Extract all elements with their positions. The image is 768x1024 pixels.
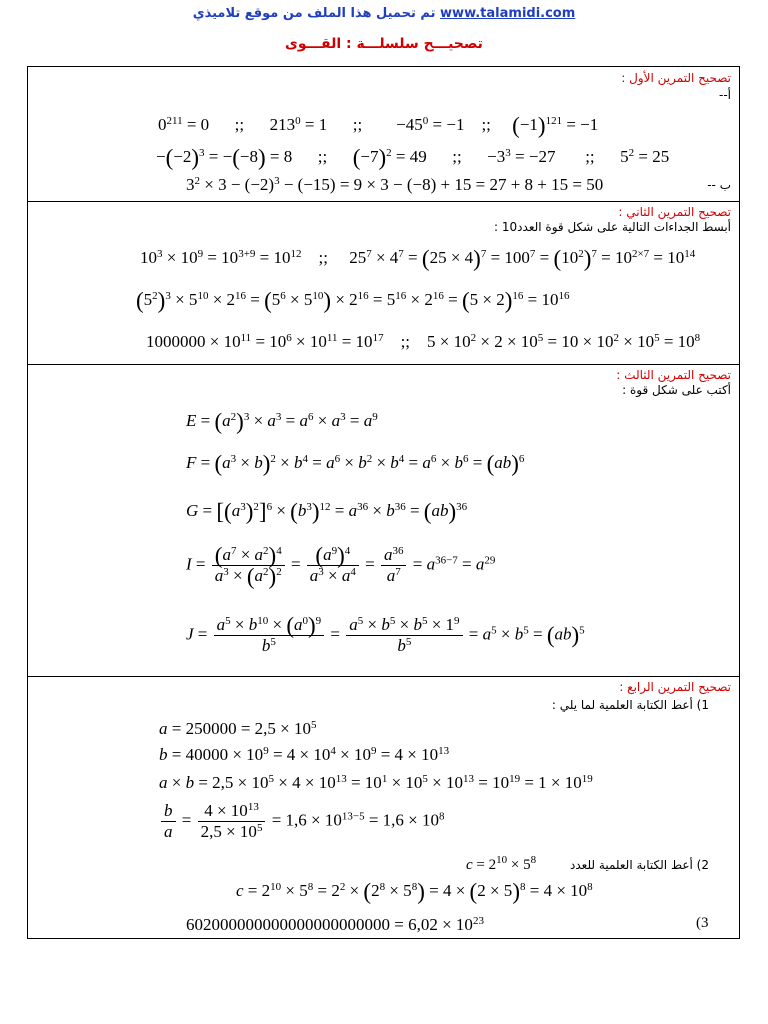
exercise-1-line-2: $-(-2)^3 = -(-8) = 8$ ;; $(-7)^2 = 49$ ;; $-3^3 = -27$ ;; $5^2 = 25$ [156, 145, 670, 170]
site-link[interactable]: www.talamidi.com [440, 6, 576, 21]
exercise-4-section [28, 676, 739, 940]
exercise-1-part-b: ب -- [707, 178, 731, 192]
exercise-3-instruction: أكتب على شكل قوة : [622, 383, 731, 397]
exercise-4-q1 [34, 698, 709, 712]
exercise-4-q2 [34, 854, 709, 873]
exercise-3-E: $E = (a^2)^3 \times a^3 = a^6 \times a^3 = a^9$ [186, 409, 378, 434]
exercise-4-b-over-a: $\frac{b}{a}$ = $\frac{4 \times 10^{13}}{2,5 \times 10^5}$ = $1,6 \times 10^{13-5} = 1,6 \times 10^8$ [159, 801, 445, 842]
exercise-4-q2-number: 2) [696, 858, 709, 872]
exercise-2-title: تصحيح التمرين الثاني : [618, 205, 731, 219]
exercise-3-G: $G = [(a^3)^2]^6 \times (b^3)^{12} = a^{36} \times b^{36} = (ab)^{36}$ [186, 499, 468, 524]
exercise-4-b: $b = 40000 \times 10^9 = 4 \times 10^4 \times 10^9 = 4 \times 10^{13}$ [159, 745, 450, 764]
exercise-2-line-2: $(5^2)^3 \times 5^{10} \times 2^{16} = (5^6 \times 5^{10}) \times 2^{16} = 5^{16} \times 2^{16} = (5 \times 2)^{16} = 10^{16}$ [136, 288, 570, 313]
page-header-site [0, 6, 768, 21]
exercise-1-part-a: أ-- [719, 88, 731, 102]
exercise-3-J: J = $\frac{a^5 \times b^{10} \times (a^0)^9}{b^5}$ = $\frac{a^5 \times b^5 \times b^5 \times 1^9}{b^5}$ = $a^5 \times b^5 = (ab)^5$ [186, 613, 585, 655]
exercise-2-instruction: أبسط الجداءات التالية على شكل قوة العدد10 : [494, 220, 731, 234]
exercise-3-I: I = $\frac{(a^7 \times a^2)^4}{a^3 \times (a^2)^2}$ = $\frac{(a^9)^4}{a^3 \times a^4}$ = $\frac{a^{36}}{a^7}$ = $a^{36-7} = a^{29}$ [186, 543, 496, 589]
exercise-1-title: تصحيح التمرين الأول : [621, 71, 731, 85]
exercise-4-c-def: $c = 2^{10} \times 5^8$ [466, 854, 537, 873]
exercise-4-title: تصحيح التمرين الرابع : [619, 680, 731, 694]
exercise-2-line-1: $10^3 \times 10^9 = 10^{3+9} = 10^{12}$ ;; $25^7 \times 4^7 = (25 \times 4)^7 = 100^7 = (10^2)^7 = 10^{2\times 7} = 10^{14}$ [140, 246, 696, 271]
exercise-4-ab: $a \times b = 2,5 \times 10^5 \times 4 \times 10^{13} = 10^1 \times 10^5 \times 10^{13} = 10^{19} = 1 \times 10^{19}$ [159, 773, 593, 792]
exercise-1-section [28, 67, 739, 201]
exercise-1-line-1: $0^{211} = 0$ ;; $213^0 = 1$ ;; $-45^0 = -1$ ;; $(-1)^{121} = -1$ [158, 113, 599, 138]
exercise-2-line-3: $1000000 \times 10^{11} = 10^6 \times 10^{11} = 10^{17}$ ;; $5 \times 10^2 \times 2 \times 10^5 = 10 \times 10^2 \times 10^5 = 10^8$ [146, 332, 701, 351]
exercise-4-q3-expression: $602000000000000000000000 = 6,02 \times 10^{23}$ [186, 915, 484, 934]
exercise-3-section [28, 364, 739, 676]
page-subtitle: تصحيـــح سلسلـــة : القـــوى [285, 36, 483, 52]
exercise-2-section [28, 201, 739, 364]
exercise-4-q1-text: أعط الكتابة العلمية لما يلي : [551, 698, 693, 712]
exercise-3-title: تصحيح التمرين الثالث : [616, 368, 731, 382]
exercise-4-q2-text: أعط الكتابة العلمية للعدد [570, 858, 693, 872]
exercise-4-a: $a = 250000 = 2,5 \times 10^5$ [159, 719, 317, 738]
site-note: تم تحميل هذا الملف من موقع تلاميذي [192, 6, 436, 21]
exercise-1-line-3: $3^2 \times 3 - (-2)^3 - (-15) = 9 \times 3 - (-8) + 15 = 27 + 8 + 15 = 50$ [186, 175, 604, 194]
exercise-frame [27, 66, 740, 939]
exercise-4-q3-number: (3 [696, 915, 709, 931]
exercise-3-F: $F = (a^3 \times b)^2 \times b^4 = a^6 \times b^2 \times b^4 = a^6 \times b^6 = (ab)^6$ [186, 451, 525, 476]
exercise-4-c: $c = 2^{10} \times 5^8 = 2^2 \times (2^8 \times 5^8) = 4 \times (2 \times 5)^8 = 4 \times 10^8$ [236, 879, 593, 904]
exercise-4-q1-number: 1) [696, 698, 709, 712]
